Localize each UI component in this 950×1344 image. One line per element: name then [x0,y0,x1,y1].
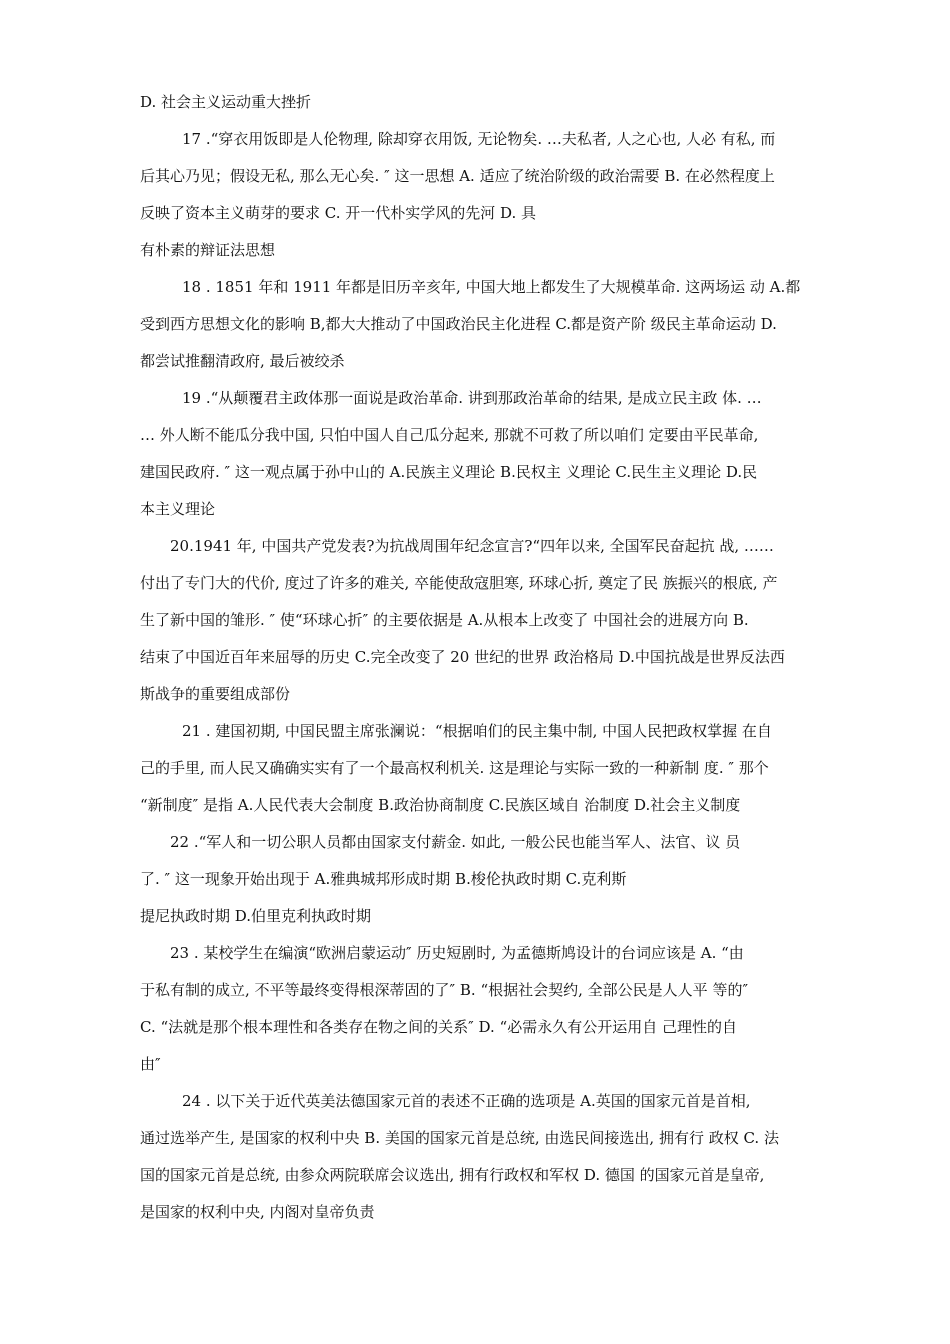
text-line: 由″ [140,1055,161,1073]
text-line: 都尝试推翻清政府, 最后被绞杀 [140,352,345,370]
text-line: 通过选举产生, 是国家的权利中央 B. 美国的国家元首是总统, 由选民间接选出, 拥有行 政权 C. 法 [140,1129,779,1147]
text-line: 是国家的权利中央, 内阁对皇帝负责 [140,1203,375,1221]
question-22-line: 22 .“军人和一切公职人员都由国家支付薪金. 如此, 一般公民也能当军人、法官、议 员 [170,833,741,851]
text-line: 生了新中国的雏形. ″ 使“环球心折″ 的主要依据是 A.从根本上改变了 中国社会的进展方向 B. [140,611,749,629]
text-line: 提尼执政时期 D.伯里克利执政时期 [140,907,372,925]
text-line: 于私有制的成立, 不平等最终变得根深蒂固的了″ B. “根据社会契约, 全部公民是人人平 等的″ [140,981,749,999]
text-line: 本主义理论 [140,500,216,518]
document-body [140,84,820,1231]
question-20-line: 20.1941 年, 中国共产党发表?为抗战周围年纪念宣言?“四年以来, 全国军民奋起抗 战, …… [170,537,774,555]
text-line: C. “法就是那个根本理性和各类存在物之间的关系″ D. “必需永久有公开运用自 己理性的自 [140,1018,737,1036]
text-line: 结束了中国近百年来屈辱的历史 C.完全改变了 20 世纪的世界 政治格局 D.中国抗战是世界反法西 [140,648,785,666]
text-line: 了. ″ 这一现象开始出现于 A.雅典城邦形成时期 B.梭伦执政时期 C.克利斯 [140,870,627,888]
question-23-line: 23 . 某校学生在编演“欧洲启蒙运动″ 历史短剧时, 为孟德斯鸠设计的台词应该是 A. “由 [170,944,744,962]
text-line: 建国民政府. ″ 这一观点属于孙中山的 A.民族主义理论 B.民权主 义理论 C.民生主义理论 D.民 [140,463,758,481]
text-line: “新制度″ 是指 A.人民代表大会制度 B.政治协商制度 C.民族区域自 治制度 D.社会主义制度 [140,796,741,814]
text-line: … 外人断不能瓜分我中国, 只怕中国人自己瓜分起来, 那就不可救了所以咱们 定要由平民革命, [140,426,759,444]
text-line: 受到西方思想文化的影响 B,都大大推动了中国政治民主化进程 C.都是资产阶 级民主革命运动 D. [140,315,777,333]
text-line: 后其心乃见；假设无私, 那么无心矣. ″ 这一思想 A. 适应了统治阶级的政治需要 B. 在必然程度上 [140,167,775,185]
text-line: 反映了资本主义萌芽的要求 C. 开一代朴实学风的先河 D. 具 [140,204,537,222]
text-line: 有朴素的辩证法思想 [140,241,276,259]
question-19-line: 19 .“从颠覆君主政体那一面说是政治革命. 讲到那政治革命的结果, 是成立民主政 体. … [182,389,762,407]
question-18-line: 18 . 1851 年和 1911 年都是旧历辛亥年, 中国大地上都发生了大规模革命. 这两场运 动 A.都 [182,278,801,296]
text-line: 付出了专门大的代价, 度过了许多的难关, 卒能使敌寇胆寒, 环球心折, 奠定了民 族振兴的根底, 产 [140,574,778,592]
text-line: D. 社会主义运动重大挫折 [140,93,312,111]
question-24-line: 24 . 以下关于近代英美法德国家元首的表述不正确的选项是 A.英国的国家元首是首相, [182,1092,751,1110]
question-17-line: 17 .“穿衣用饭即是人伦物理, 除却穿衣用饭, 无论物矣. …夫私者, 人之心也, 人必 有私, 而 [182,130,776,148]
question-21-line: 21 . 建国初期, 中国民盟主席张澜说：“根据咱们的民主集中制, 中国人民把政权掌握 在自 [182,722,772,740]
text-line: 国的国家元首是总统, 由参众两院联席会议选出, 拥有行政权和军权 D. 德国 的国家元首是皇帝, [140,1166,765,1184]
text-line: 斯战争的重要组成部份 [140,685,291,703]
text-line: 己的手里, 而人民又确确实实有了一个最高权利机关. 这是理论与实际一致的一种新制 度. ″ 那个 [140,759,769,777]
